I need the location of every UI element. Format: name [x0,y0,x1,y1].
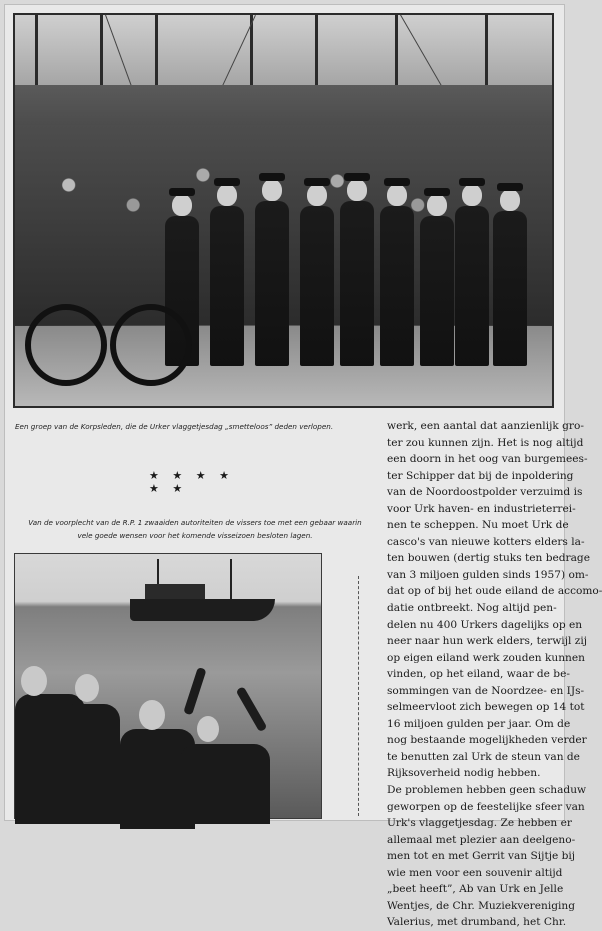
photo-harbour-officers [13,13,554,408]
motorcycle-wheel [110,304,192,386]
article-line: sommingen van de Noordzee- en IJs- [387,684,585,697]
photo-boat-waving [14,553,322,819]
article-line: Wentjes, de Chr. Muziekvereniging [387,899,575,912]
article-line: vinden, op het eiland, waar de be- [387,668,570,681]
caption-line: vele goede wensen voor het komende visseizoen besloten lagen. [77,531,313,540]
article-line: men tot en met Gerrit van Sijtje bij [387,850,576,863]
article-line: „beet heeft”, Ab van Urk en Jelle [387,883,564,896]
article-line: van de Noordoostpolder verzuimd is [387,486,583,499]
spectator [60,704,120,824]
article-line: nen te scheppen. Nu moet Urk de [387,519,569,532]
caption-bottom-photo [17,516,373,542]
article-line: De problemen hebben geen schaduw [387,784,587,797]
article-line: te benutten zal Urk de steun van de [387,750,580,763]
article-line: voor Urk haven- en industrieterrei- [387,502,576,515]
article-line: dat op of bij het oude eiland de accomo- [387,585,602,598]
article-line: van 3 miljoen gulden sinds 1957) om- [387,568,589,581]
article-line: casco's van nieuwe kotters elders la- [387,535,585,548]
article-line: geworpen op de feestelijke sfeer van [387,800,585,813]
article-line: 16 miljoen gulden per jaar. Om de [387,717,571,730]
article-line: ter Schipper dat bij de inpoldering [387,469,574,482]
article-line: Rijksoverheid nodig hebben. [387,767,541,780]
article-line: allemaal met plezier aan deelgeno- [387,833,576,846]
article-line: werk, een aantal dat aanzienlijk gro- [387,420,584,432]
officer-figure [210,206,244,366]
article-line: Valerius, met drumband, het Chr. [387,916,567,929]
spectator-head [197,716,219,742]
article-line: Urk's vlaggetjesdag. Ze hebben er [387,817,572,830]
star-divider: ★ ★ ★ ★ ★ ★ [149,469,234,495]
article-line: een doorn in het oog van burgemees- [387,453,588,466]
waving-arm [183,667,206,715]
article-line: nog bestaande mogelijkheden verder [387,734,587,747]
waving-arm [236,686,268,732]
fishing-boat [130,599,275,621]
article-line: wie men voor een souvenir altijd [387,866,563,879]
article-line: selmeervloot zich bewegen op 14 tot [387,701,585,714]
article-column [387,418,602,931]
officer-figure [493,211,527,366]
caption-top-photo: Een groep van de Korpsleden, die de Urker vlaggetjesdag „smetteloos” deden verlopen. [15,422,334,431]
article-line: ten bouwen (dertig stuks ten bedrage [387,552,590,565]
spectator-head [139,700,165,730]
article-line: neer naar hun werk elders, terwijl zij [387,635,587,648]
spectator [180,744,270,824]
article-line: op eigen eiland werk zouden kunnen [387,651,585,664]
magazine-page [4,4,602,929]
spectator-head [21,666,47,696]
spectator-head [75,674,99,702]
officer-figure [455,206,489,366]
motorcycle-wheel [25,304,107,386]
officer-figure [340,201,374,366]
column-divider [358,576,360,816]
officer-figure [420,216,454,366]
caption-line: Van de voorplecht van de R.P. 1 zwaaiden autoriteiten de vissers toe met een gebaar waarin [28,518,362,527]
boat-mast [230,559,232,604]
officer-figure [300,206,334,366]
officer-figure [255,201,289,366]
article-line: ter zou kunnen zijn. Het is nog altijd [387,436,584,449]
article-line: datie ontbreekt. Nog altijd pen- [387,602,557,615]
officer-figure [380,206,414,366]
article-line: delen nu 400 Urkers dagelijks op en [387,618,583,631]
